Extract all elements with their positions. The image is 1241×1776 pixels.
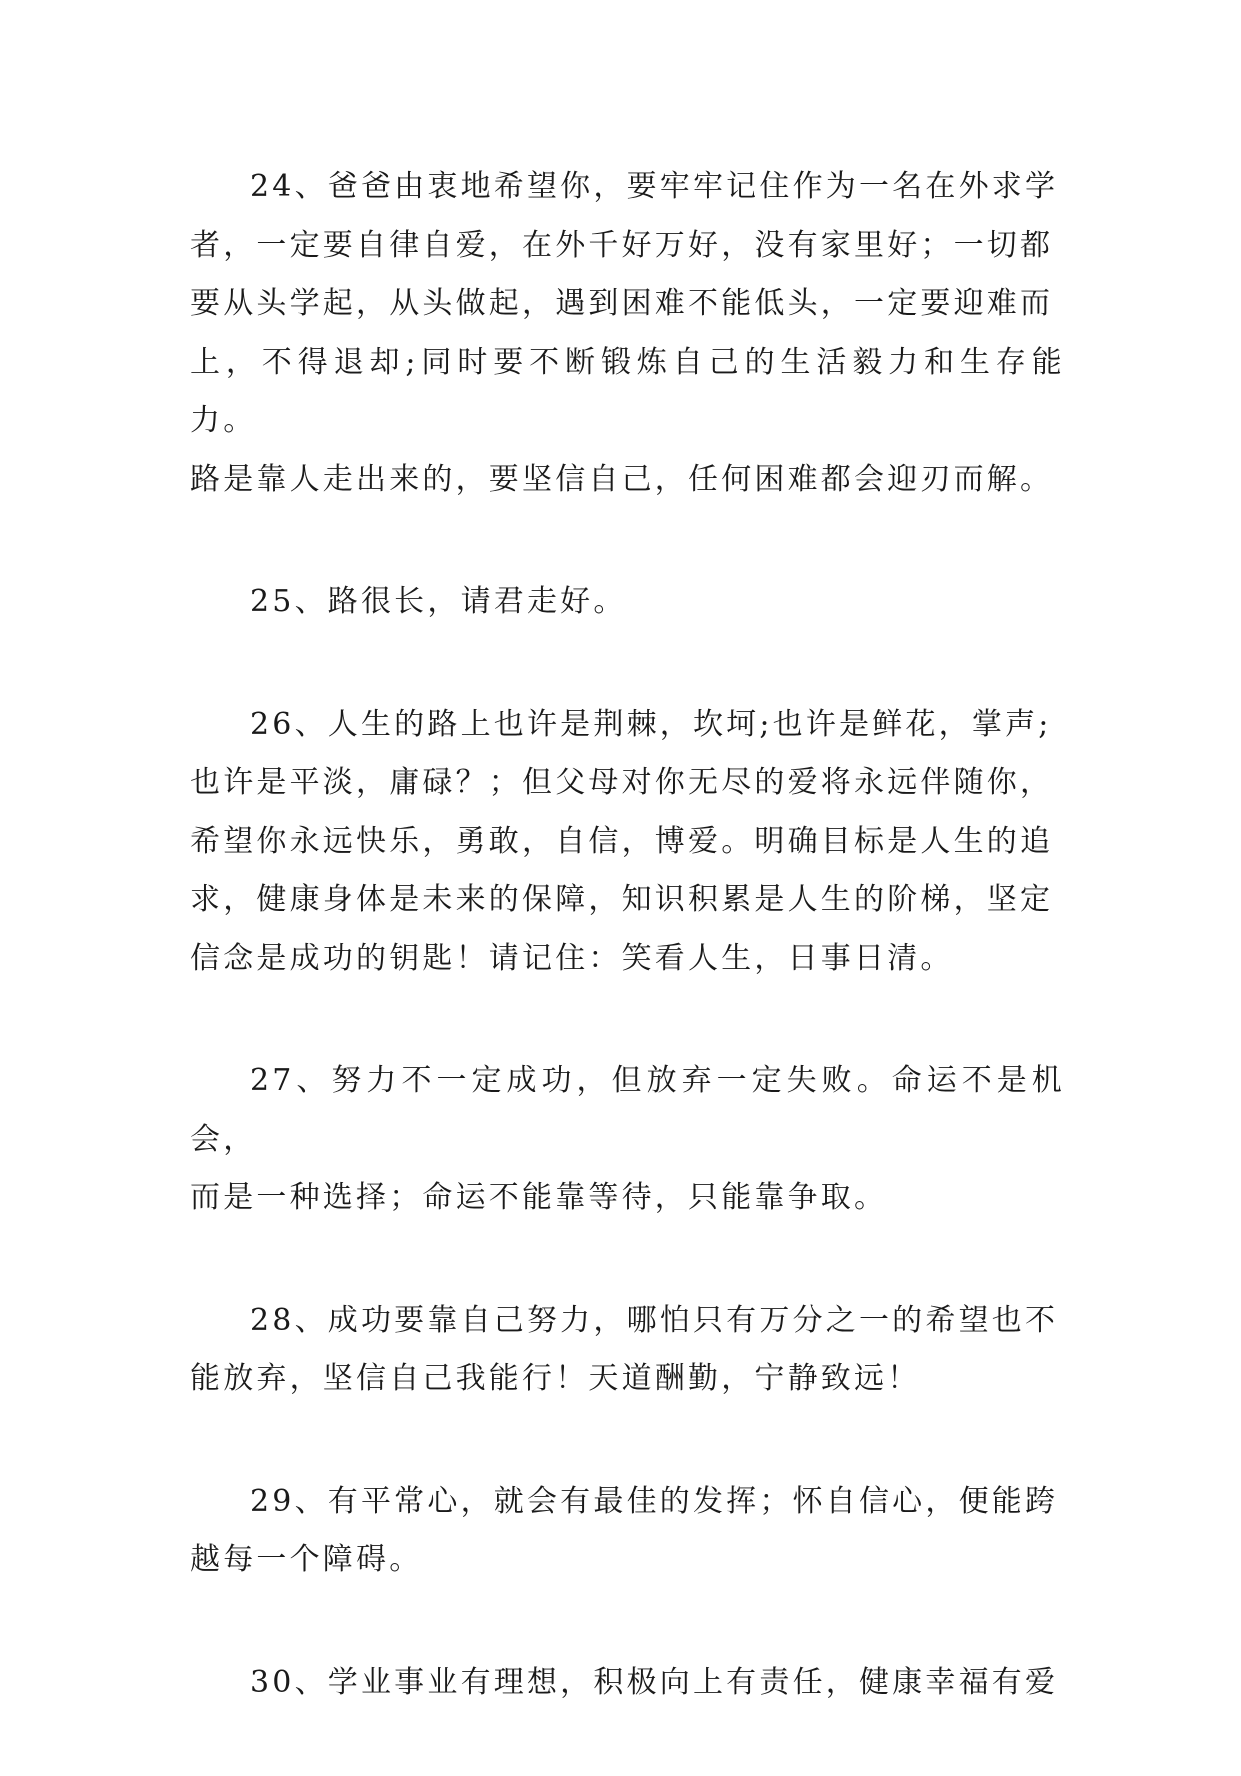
paragraph-line: 者，一定要自律自爱，在外千好万好，没有家里好；一切都: [190, 227, 1054, 263]
paragraph-line: 而是一种选择；命运不能靠等待，只能靠争取。: [190, 1180, 888, 1215]
paragraph-29: [190, 1473, 1065, 1590]
paragraph-line: 要从头学起，从头做起，遇到困难不能低头，一定要迎难而: [190, 286, 1054, 321]
paragraph-line: 25、路很长，请君走好。: [250, 584, 627, 619]
paragraph-27: [190, 1052, 1065, 1228]
paragraph-line: 26、人生的路上也许是荆棘，坎坷;也许是鲜花，掌声;: [250, 706, 1052, 742]
paragraph-line: 24、爸爸由衷地希望你，要牢牢记住作为一名在外求学: [250, 169, 1059, 204]
paragraph-line: 28、成功要靠自己努力，哪怕只有万分之一的希望也不: [250, 1302, 1059, 1338]
paragraph-line: 路是靠人走出来的，要坚信自己，任何困难都会迎刃而解。: [190, 461, 1054, 497]
paragraph-line: 信念是成功的钥匙！请记住：笑看人生，日事日清。: [190, 940, 954, 976]
paragraph-line: 求，健康身体是未来的保障，知识积累是人生的阶梯，坚定: [190, 882, 1054, 917]
paragraph-25: [190, 573, 1065, 632]
paragraph-line: 29、有平常心，就会有最佳的发挥；怀自信心，便能跨: [250, 1483, 1059, 1519]
paragraph-line: 希望你永远快乐，勇敢，自信，博爱。明确目标是人生的追: [190, 823, 1054, 859]
paragraph-line: 也许是平淡，庸碌？；但父母对你无尽的爱将永远伴随你，: [190, 765, 1054, 800]
paragraph-28: [190, 1292, 1065, 1409]
paragraph-line: 27、努力不一定成功，但放弃一定失败。命运不是机会，: [190, 1063, 1065, 1157]
paragraph-26: [190, 696, 1065, 989]
paragraph-line: 越每一个障碍。: [190, 1542, 423, 1577]
paragraph-24: [190, 158, 1065, 509]
paragraph-line: 30、学业事业有理想，积极向上有责任，健康幸福有爱: [250, 1664, 1059, 1700]
document-body: [190, 158, 1065, 1776]
paragraph-line: 上，不得退却;同时要不断锻炼自己的生活毅力和生存能力。: [190, 344, 1065, 438]
paragraph-30: [190, 1654, 1065, 1713]
paragraph-line: 能放弃，坚信自己我能行！天道酬勤，宁静致远！: [190, 1361, 921, 1396]
